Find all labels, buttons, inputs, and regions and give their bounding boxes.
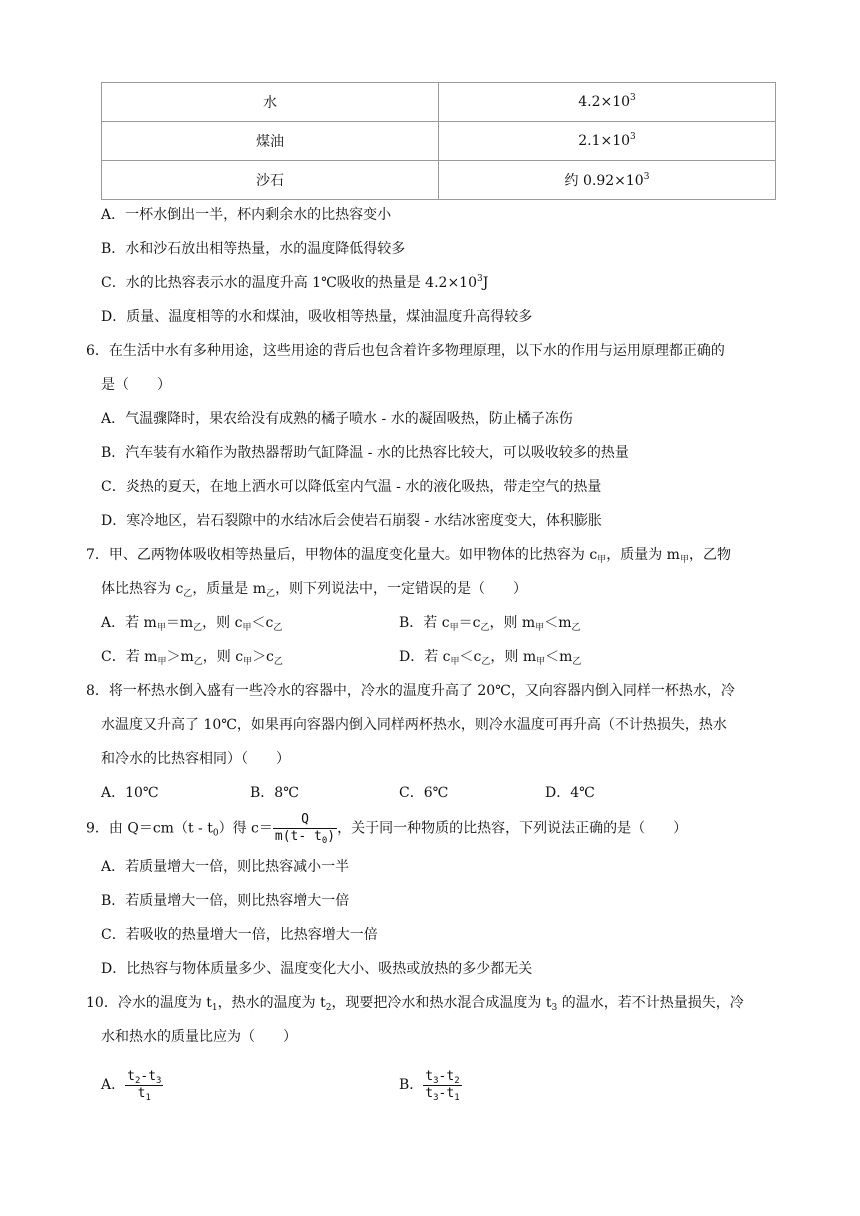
- subscript: 甲: [450, 657, 460, 667]
- text: ＜m: [544, 615, 572, 631]
- text: B．若 c: [399, 615, 450, 631]
- subscript: 乙: [183, 589, 193, 599]
- subscript: 3: [433, 1075, 439, 1086]
- text: C．若 m: [101, 649, 158, 665]
- q10-option-a: [101, 1063, 163, 1107]
- text: ＝m: [165, 615, 194, 631]
- table-cell-value: [439, 161, 776, 200]
- q8-option-d: D．4℃: [545, 785, 595, 801]
- q6-option-c: C．炎热的夏天，在地上洒水可以降低室内气温 - 水的液化吸热，带走空气的热量: [101, 479, 602, 495]
- q8-option-a: A．10℃: [101, 785, 159, 801]
- text: D．若 c: [399, 649, 451, 665]
- text: 的温水，若不计热量损失，冷: [557, 995, 744, 1011]
- subscript: 乙: [571, 623, 581, 633]
- q6-option-d: D．寒冷地区，岩石裂隙中的水结冰后会使岩石崩裂 - 水结冰密度变大，体积膨胀: [101, 513, 602, 529]
- q9-option-b: B．若质量增大一倍，则比热容增大一倍: [101, 893, 350, 909]
- q5-option-c: [101, 273, 488, 293]
- text: 10．冷水的温度为 t: [86, 995, 212, 1011]
- text: t: [425, 1085, 434, 1101]
- exponent: 3: [643, 172, 650, 182]
- subscript: 甲: [242, 623, 252, 633]
- subscript: 甲: [536, 657, 546, 667]
- q6-option-a: A．气温骤降时，果农给没有成熟的橘子喷水 - 水的凝固吸热，防止橘子冻伤: [101, 411, 573, 427]
- subscript: 3: [433, 1092, 439, 1103]
- q9-stem: [86, 812, 687, 845]
- subscript: 2: [454, 1075, 460, 1086]
- subscript: 乙: [480, 623, 490, 633]
- text: 体比热容为 c: [101, 581, 184, 597]
- q8-stem-line3: 和冷水的比热容相同）（ ）: [101, 751, 290, 767]
- text: ＜m: [545, 649, 573, 665]
- subscript: 乙: [273, 657, 283, 667]
- fraction-numerator: Q: [301, 812, 309, 827]
- q8-stem-line2: 水温度又升高了 10℃，如果再向容器内倒入同样两杯热水，则冷水温度可再升高（不计热损失，热水: [101, 717, 727, 733]
- q7-stem-line1: [86, 545, 731, 565]
- subscript: 3: [551, 1003, 558, 1013]
- option-b-fraction: [423, 1069, 461, 1102]
- q8-option-c: C．6℃: [399, 785, 449, 801]
- subscript: 甲: [156, 623, 166, 633]
- subscript: 甲: [243, 657, 253, 667]
- cell-text: 水: [263, 95, 277, 111]
- subscript: 甲: [679, 555, 689, 565]
- q5-option-d: D．质量、温度相等的水和煤油，吸收相等热量，煤油温度升高得较多: [101, 309, 533, 325]
- fraction-denominator: [273, 828, 337, 845]
- text: -t: [438, 1068, 455, 1084]
- text: ＞c: [252, 649, 274, 665]
- text: ，现要把冷水和热水混合成温度为 t: [331, 995, 552, 1011]
- q8-stem-line1: 8．将一杯热水倒入盛有一些冷水的容器中，冷水的温度升高了 20℃，又向容器内倒入同样一杯热水，冷: [86, 683, 735, 699]
- q7-option-a: [101, 613, 282, 633]
- subscript: 乙: [572, 657, 582, 667]
- text: 7．甲、乙两物体吸收相等热量后，甲物体的温度变化量大。如甲物体的比热容为 c: [86, 547, 598, 563]
- cell-text: 沙石: [256, 173, 284, 189]
- fraction-denominator: [125, 1085, 163, 1102]
- q10-stem-line2: 水和热水的质量比应为（ ）: [101, 1029, 297, 1045]
- text: -t: [140, 1068, 157, 1084]
- subscript: 2: [134, 1075, 141, 1086]
- text: ＝c: [458, 615, 481, 631]
- q7-option-c: [101, 647, 283, 667]
- q9-option-a: A．若质量增大一倍，则比热容减小一半: [101, 859, 350, 875]
- cell-text: 4.2×10: [578, 94, 631, 110]
- option-label: B．: [399, 1077, 424, 1093]
- table-cell-substance: [102, 122, 439, 161]
- text: t: [425, 1068, 434, 1084]
- text: ，热水的温度为 t: [217, 995, 326, 1011]
- text: C．水的比热容表示水的温度升高 1℃吸收的热量是 4.2×10: [101, 275, 477, 291]
- table-row: [102, 161, 776, 200]
- fraction-numerator: [125, 1069, 163, 1085]
- subscript: 甲: [535, 623, 545, 633]
- text: ＜c: [459, 649, 482, 665]
- q6-stem-line2: 是（ ）: [101, 377, 171, 393]
- exponent: 3: [477, 274, 483, 284]
- subscript: 乙: [193, 657, 203, 667]
- exponent: 3: [630, 132, 636, 142]
- fraction-numerator: [423, 1069, 461, 1085]
- text: J: [482, 275, 489, 291]
- text: ，乙物: [688, 547, 731, 563]
- table-cell-value: [439, 122, 776, 161]
- text: ，则 c: [202, 649, 244, 665]
- subscript: 2: [325, 1003, 332, 1013]
- cell-text: 约 0.92×10: [564, 173, 644, 189]
- subscript: 乙: [193, 623, 203, 633]
- q10-option-b: [399, 1063, 462, 1107]
- text: ，则 m: [490, 649, 537, 665]
- subscript: 1: [454, 1092, 460, 1103]
- subscript: 3: [156, 1075, 162, 1086]
- text: 9．由 Q＝cm（t - t: [86, 820, 213, 837]
- table-cell-value: [439, 83, 776, 122]
- option-a-fraction: [125, 1069, 163, 1102]
- q9-option-d: D．比热容与物体质量多少、温度变化大小、吸热或放热的多少都无关: [101, 961, 533, 977]
- text: ): [327, 829, 336, 844]
- option-label: A．: [101, 1077, 126, 1093]
- table-cell-substance: [102, 83, 439, 122]
- text: m(t- t: [274, 829, 322, 844]
- q6-stem-line1: 6．在生活中水有多种用途，这些用途的背后也包含着许多物理原理，以下水的作用与运用原理都正确的: [86, 343, 725, 359]
- subscript: 0: [212, 828, 219, 839]
- text: ）得 c＝: [218, 820, 273, 837]
- table-cell-substance: [102, 161, 439, 200]
- table-row: [102, 122, 776, 161]
- text: ，则 c: [202, 615, 243, 631]
- subscript: 乙: [266, 589, 276, 599]
- fraction-denominator: [423, 1085, 461, 1102]
- subscript: 1: [145, 1092, 151, 1103]
- q7-option-d: [399, 647, 581, 667]
- text: ，质量是 m: [192, 581, 267, 597]
- text: ＞m: [166, 649, 194, 665]
- q6-option-b: B．汽车装有水箱作为散热器帮助气缸降温 - 水的比热容比较大，可以吸收较多的热量: [101, 445, 629, 461]
- subscript: 甲: [597, 555, 607, 565]
- text: ，质量为 m: [606, 547, 680, 563]
- subscript: 乙: [481, 657, 491, 667]
- text: ，则 m: [489, 615, 536, 631]
- cell-text: 2.1×10: [578, 133, 631, 149]
- q8-option-b: B．8℃: [250, 785, 299, 801]
- cell-text: 煤油: [256, 134, 284, 150]
- text: ，则下列说法中，一定错误的是（ ）: [275, 581, 528, 597]
- subscript: 乙: [273, 623, 283, 633]
- subscript: 甲: [157, 657, 167, 667]
- text: -t: [438, 1085, 455, 1101]
- specific-heat-table: [101, 82, 776, 200]
- subscript: 0: [321, 836, 328, 846]
- formula-fraction: [273, 812, 337, 845]
- text: ＜c: [251, 615, 274, 631]
- text: t: [127, 1068, 135, 1084]
- exponent: 3: [630, 93, 636, 103]
- q5-option-b: B．水和沙石放出相等热量，水的温度降低得较多: [101, 241, 406, 257]
- table-row: [102, 83, 776, 122]
- subscript: 1: [211, 1003, 218, 1013]
- q7-stem-line2: [101, 579, 527, 599]
- q7-option-b: [399, 613, 581, 633]
- q9-option-c: C．若吸收的热量增大一倍，比热容增大一倍: [101, 927, 378, 943]
- text: A．若 m: [101, 615, 157, 631]
- q5-option-a: A．一杯水倒出一半，杯内剩余水的比热容变小: [101, 207, 392, 223]
- q10-stem-line1: [86, 993, 744, 1013]
- text: t: [137, 1085, 146, 1101]
- subscript: 甲: [449, 623, 459, 633]
- text: ，关于同一种物质的比热容，下列说法正确的是（ ）: [337, 820, 688, 837]
